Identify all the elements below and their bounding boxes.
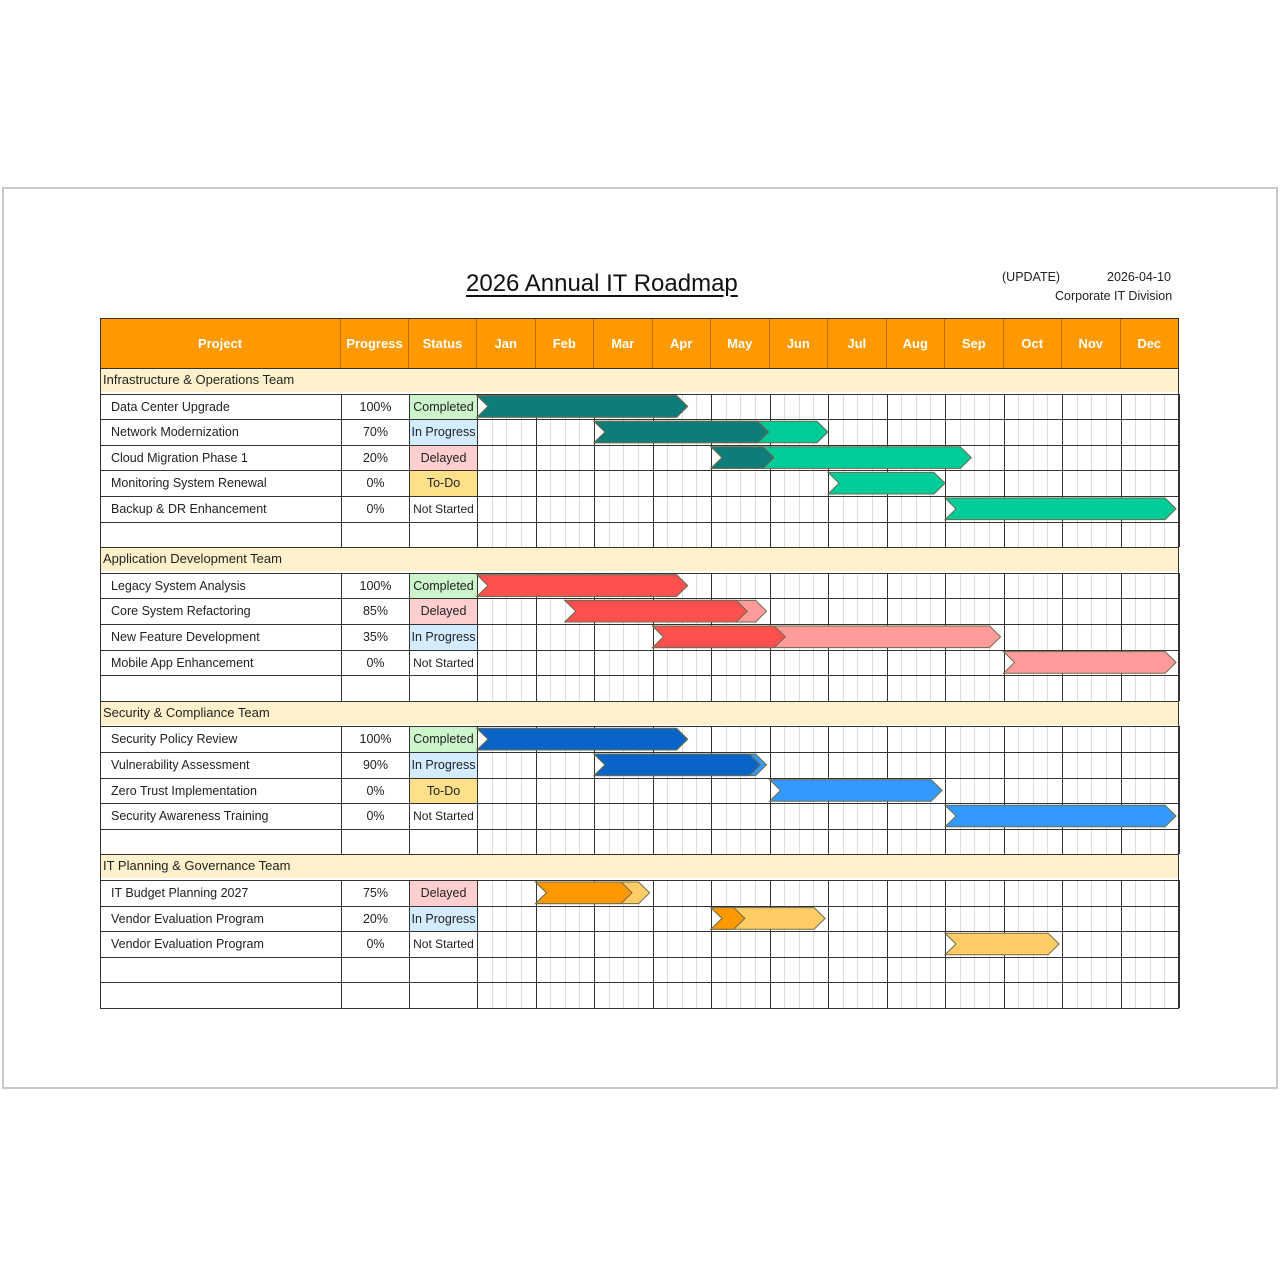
project-name: Legacy System Analysis xyxy=(111,578,246,593)
status-badge: To-Do xyxy=(410,471,477,496)
status-badge: Delayed xyxy=(410,446,477,471)
project-name: IT Budget Planning 2027 xyxy=(111,886,249,900)
project-name: Zero Trust Implementation xyxy=(111,783,257,798)
gantt-bar-progress xyxy=(711,447,774,469)
project-progress: 100% xyxy=(359,732,392,747)
gantt-bar-progress xyxy=(477,575,688,597)
status-badge: Not Started xyxy=(410,932,477,957)
project-name: Vulnerability Assessment xyxy=(111,758,250,772)
status-badge: Not Started xyxy=(410,497,477,522)
gantt-bar xyxy=(828,472,945,494)
project-name: Vendor Evaluation Program xyxy=(111,911,264,926)
project-progress: 75% xyxy=(362,886,389,900)
gantt-bar-progress xyxy=(477,396,688,418)
update-date: 2026-04-10 xyxy=(1107,270,1171,284)
project-progress: 0% xyxy=(366,783,385,798)
column-gridline xyxy=(1179,394,1180,548)
gantt-bar-progress xyxy=(565,600,748,622)
project-progress: 90% xyxy=(362,758,389,772)
header-month: May xyxy=(711,318,770,368)
status-badge: In Progress xyxy=(410,753,477,778)
status-badge: Delayed xyxy=(410,599,477,624)
project-name: Data Center Upgrade xyxy=(111,399,230,414)
division-label: Corporate IT Division xyxy=(1055,289,1173,303)
status-badge: Delayed xyxy=(410,881,477,906)
header-month: Dec xyxy=(1121,318,1180,368)
team-name: Security & Compliance Team xyxy=(103,704,270,720)
project-name: Backup & DR Enhancement xyxy=(111,502,267,516)
status-badge: In Progress xyxy=(410,625,477,650)
project-progress: 100% xyxy=(359,578,392,593)
project-name: Network Modernization xyxy=(111,425,239,440)
status-badge: In Progress xyxy=(410,420,477,445)
header-month: Jan xyxy=(477,318,536,368)
team-name: Infrastructure & Operations Team xyxy=(103,372,295,387)
header-month: Jul xyxy=(828,318,887,368)
column-gridline xyxy=(1179,726,1180,854)
project-progress: 85% xyxy=(362,604,389,619)
header-month: Mar xyxy=(594,318,653,368)
project-progress: 0% xyxy=(366,502,385,516)
status-badge: Not Started xyxy=(410,651,477,676)
team-name: Application Development Team xyxy=(103,551,282,567)
project-name: Security Policy Review xyxy=(111,732,238,747)
gantt-bar xyxy=(945,933,1059,955)
header-month: Sep xyxy=(945,318,1004,368)
project-name: Monitoring System Renewal xyxy=(111,476,267,491)
gantt-bar-progress xyxy=(653,626,786,648)
project-name: Mobile App Enhancement xyxy=(111,655,254,670)
header-progress: Progress xyxy=(341,318,409,368)
gantt-bar xyxy=(1004,652,1177,674)
project-name: Security Awareness Training xyxy=(111,809,269,824)
project-progress: 0% xyxy=(366,937,385,952)
gantt-bar xyxy=(945,805,1176,827)
status-badge: Not Started xyxy=(410,804,477,829)
project-progress: 100% xyxy=(359,399,392,414)
project-progress: 70% xyxy=(362,425,389,440)
update-label: (UPDATE) xyxy=(1002,270,1061,284)
project-name: Vendor Evaluation Program xyxy=(111,937,264,952)
project-progress: 20% xyxy=(362,450,389,465)
gantt-bar-progress xyxy=(594,754,760,776)
roadmap-table xyxy=(100,318,1179,1009)
gantt-bar-progress xyxy=(477,728,688,750)
gantt-bars xyxy=(100,318,1179,1008)
header-month: Nov xyxy=(1062,318,1121,368)
gantt-bar-progress xyxy=(536,882,633,904)
project-progress: 0% xyxy=(366,655,385,670)
header-month: Feb xyxy=(536,318,595,368)
status-badge: To-Do xyxy=(410,779,477,804)
status-badge: In Progress xyxy=(410,907,477,932)
project-progress: 20% xyxy=(362,911,389,926)
project-progress: 0% xyxy=(366,809,385,824)
team-name: IT Planning & Governance Team xyxy=(103,858,291,874)
project-name: Core System Refactoring xyxy=(111,604,251,619)
project-progress: 35% xyxy=(362,630,389,644)
status-badge: Completed xyxy=(410,395,477,420)
gantt-bar xyxy=(945,498,1176,520)
page-title: 2026 Annual IT Roadmap xyxy=(466,270,738,297)
header-month: Apr xyxy=(653,318,712,368)
status-badge: Completed xyxy=(410,574,477,599)
project-name: Cloud Migration Phase 1 xyxy=(111,450,248,465)
header-month: Oct xyxy=(1004,318,1063,368)
column-gridline xyxy=(1179,880,1180,1008)
header-month: Jun xyxy=(770,318,829,368)
gantt-bar xyxy=(770,780,943,802)
header-status: Status xyxy=(409,318,477,368)
project-progress: 0% xyxy=(366,476,385,491)
gantt-bar-progress xyxy=(594,421,769,443)
header-month: Aug xyxy=(887,318,946,368)
project-name: New Feature Development xyxy=(111,630,260,644)
column-gridline xyxy=(1179,573,1180,701)
status-badge: Completed xyxy=(410,727,477,752)
header-project: Project xyxy=(100,318,341,368)
row-gridline xyxy=(100,1008,1179,1009)
